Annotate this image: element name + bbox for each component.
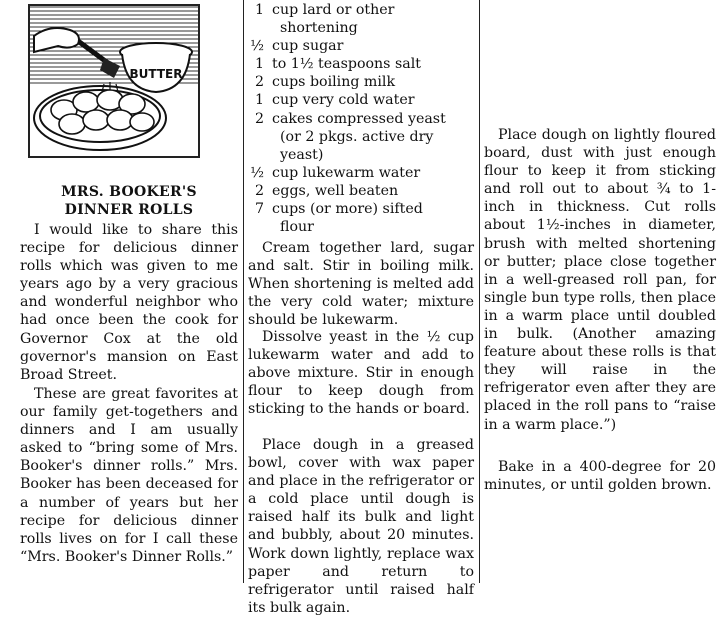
ingredient-qty: 1: [254, 2, 264, 18]
recipe-title: [20, 183, 238, 219]
ingredient-text: cup very cold water: [272, 92, 415, 109]
ingredient-text: cakes compressed yeast: [272, 110, 446, 127]
column-rule: [243, 0, 244, 583]
ingredient-text: yeast): [280, 146, 324, 163]
ingredient-text: cups boiling milk: [272, 74, 396, 91]
ingredient-text: cup lukewarm water: [272, 164, 421, 181]
ingredient-item: [248, 182, 474, 200]
ingredient-item: [248, 37, 474, 55]
ingredients-list: [248, 1, 474, 236]
rolls-in-pan-with-butter-bowl-icon: [30, 6, 198, 156]
direction-paragraph: Dissolve yeast in the ½ cup lukewarm water and add to above mixture. Stir in enough flour to keep dough from sticking to the hands or board.: [248, 329, 474, 418]
ingredient-text: cup sugar: [272, 38, 344, 55]
ingredient-text: shortening: [280, 20, 358, 37]
ingredient-qty: 1: [254, 56, 264, 73]
direction-paragraph: Place dough in a greased bowl, cover with wax paper and place in the refrigerator or a cold place until dough is raised half its bulk and light and bubbly, about 20 minutes. Work down lightly, replace wax paper and return to refrigerator until raised half its bulk again.: [248, 437, 474, 616]
ingredient-item: [248, 91, 474, 109]
ingredient-item: [248, 164, 474, 182]
ingredient-text: cup lard or other: [272, 2, 395, 18]
ingredient-text: flour: [280, 219, 314, 236]
ingredient-text: to 1½ teaspoons salt: [272, 56, 421, 73]
title-line: MRS. BOOKER'S: [61, 184, 197, 200]
ingredient-qty: 2: [254, 110, 264, 127]
ingredient-text: (or 2 pkgs. active dry: [280, 128, 434, 145]
ingredient-qty: 2: [254, 182, 264, 199]
ingredient-qty: 1: [254, 92, 264, 109]
column-rule: [479, 0, 480, 583]
direction-paragraph: Bake in a 400-degree for 20 minutes, or until golden brown.: [484, 459, 716, 494]
title-line: DINNER ROLLS: [64, 202, 194, 218]
intro-paragraph: I would like to share this recipe for delicious dinner rolls which was given to me years ago by a very gracious and wonderful neighbor who had once been the cook for Governor Cox at the old governor's mansion on East Broad Street.: [20, 222, 238, 383]
direction-paragraph: Place dough on lightly floured board, dust with just enough flour to keep it from sticking and roll out to about ¾ to 1-inch in thickness. Cut rolls about 1½-inches in diameter, brush with melted shortening or butter; place close together in a well-greased roll pan, for single bun type rolls, then place in a warm place until doubled in bulk. (Another amazing feature about these rolls is that they will raise in the refrigerator even after they are placed in the roll pans to “raise in a warm place.”): [484, 127, 716, 433]
direction-paragraph: Cream together lard, sugar and salt. Stir in boiling milk. When shortening is melted add the very cold water; mixture should be lukewarm.: [248, 240, 474, 329]
intro-paragraph: These are great favorites at our family get-togethers and dinners and I am usually asked to “bring some of Mrs. Booker's dinner rolls.” Mrs. Booker has been deceased for a number of years but her recipe for delicious dinner rolls lives on for I call these “Mrs. Booker's Dinner Rolls.”: [20, 386, 238, 565]
ingredient-item: [248, 1, 474, 37]
ingredient-qty: 7: [254, 201, 264, 218]
ingredient-qty: 2: [254, 74, 264, 91]
butter-bowl-label: BUTTER: [129, 67, 183, 81]
ingredient-text: cups (or more) sifted: [272, 201, 423, 218]
ingredient-item: [248, 110, 474, 164]
ingredient-text: eggs, well beaten: [272, 182, 399, 199]
ingredient-item: [248, 200, 474, 236]
ingredient-item: [248, 55, 474, 73]
rolls-illustration: [28, 4, 200, 158]
ingredient-qty: ½: [250, 38, 264, 55]
ingredient-qty: ½: [250, 164, 264, 181]
ingredient-item: [248, 73, 474, 91]
